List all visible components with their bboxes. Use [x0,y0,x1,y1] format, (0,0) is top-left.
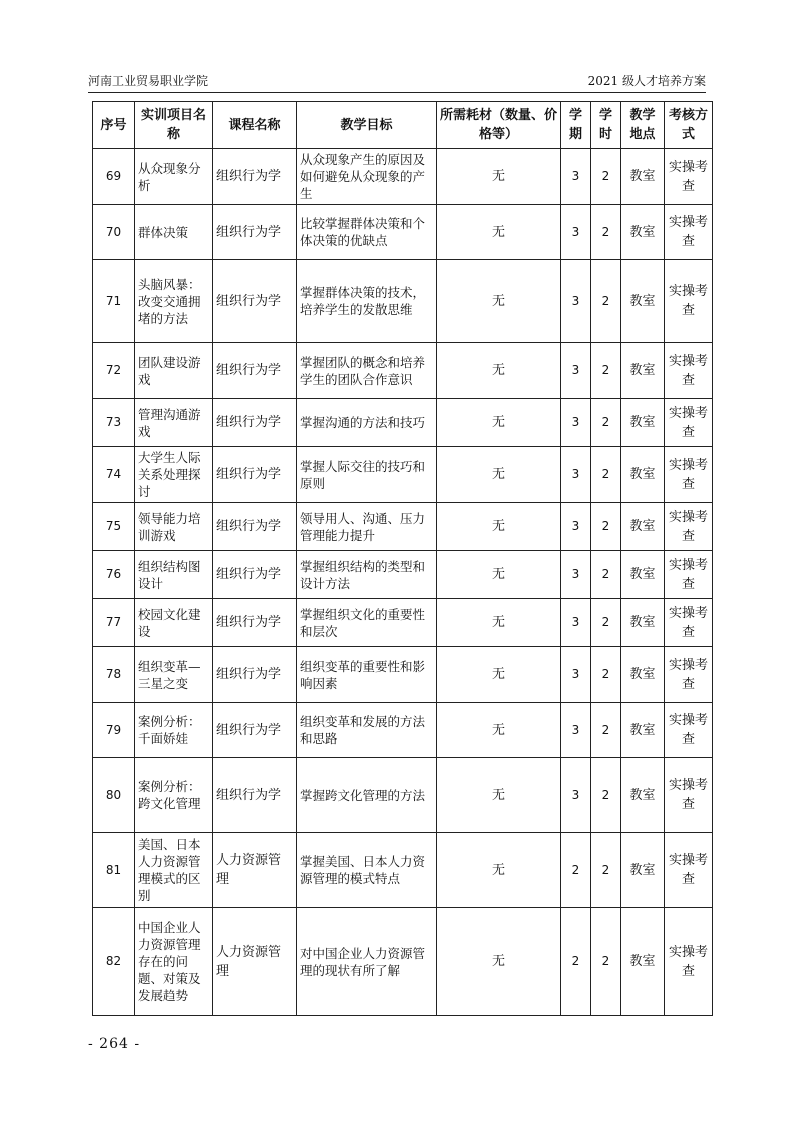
cell-project-name: 美国、日本人力资源管理模式的区别 [135,833,213,908]
cell-project-name: 组织变革—三星之变 [135,647,213,703]
table-row [93,260,713,343]
cell-project-name: 大学生人际关系处理探讨 [135,447,213,503]
cell-project-name: 群体决策 [135,205,213,260]
cell-term: 3 [561,260,591,343]
cell-course-name: 人力资源管理 [213,908,297,1016]
training-table [92,101,713,1016]
cell-assessment: 实操考查 [665,260,713,343]
table-row [93,205,713,260]
table-row [93,447,713,503]
table-row [93,758,713,833]
cell-project-name: 管理沟通游戏 [135,399,213,447]
cell-place: 教室 [621,551,665,599]
cell-place: 教室 [621,503,665,551]
cell-materials: 无 [437,599,561,647]
cell-term: 3 [561,647,591,703]
cell-teaching-goal: 比较掌握群体决策和个体决策的优缺点 [297,205,437,260]
cell-assessment: 实操考查 [665,399,713,447]
cell-assessment: 实操考查 [665,703,713,758]
cell-term: 3 [561,149,591,205]
cell-project-name: 团队建设游戏 [135,343,213,399]
cell-materials: 无 [437,908,561,1016]
cell-teaching-goal: 掌握沟通的方法和技巧 [297,399,437,447]
cell-materials: 无 [437,343,561,399]
cell-materials: 无 [437,647,561,703]
cell-hours: 2 [591,908,621,1016]
column-header-term: 学期 [561,102,591,149]
cell-term: 3 [561,599,591,647]
cell-teaching-goal: 掌握人际交往的技巧和原则 [297,447,437,503]
cell-assessment: 实操考查 [665,758,713,833]
page-header [88,72,706,90]
column-header-materials: 所需耗材（数量、价格等） [437,102,561,149]
cell-hours: 2 [591,205,621,260]
cell-term: 2 [561,833,591,908]
cell-place: 教室 [621,205,665,260]
cell-course-name: 组织行为学 [213,503,297,551]
column-header-place: 教学地点 [621,102,665,149]
cell-teaching-goal: 掌握美国、日本人力资源管理的模式特点 [297,833,437,908]
cell-hours: 2 [591,551,621,599]
cell-course-name: 组织行为学 [213,599,297,647]
cell-course-name: 组织行为学 [213,205,297,260]
cell-project-name: 案例分析：千面娇娃 [135,703,213,758]
cell-place: 教室 [621,908,665,1016]
cell-project-name: 案例分析：跨文化管理 [135,758,213,833]
cell-row-number: 71 [93,260,135,343]
cell-teaching-goal: 掌握团队的概念和培养学生的团队合作意识 [297,343,437,399]
cell-course-name: 组织行为学 [213,447,297,503]
cell-course-name: 组织行为学 [213,343,297,399]
cell-teaching-goal: 对中国企业人力资源管理的现状有所了解 [297,908,437,1016]
cell-hours: 2 [591,260,621,343]
cell-row-number: 75 [93,503,135,551]
cell-term: 3 [561,447,591,503]
cell-place: 教室 [621,149,665,205]
column-header-hours: 学时 [591,102,621,149]
cell-term: 3 [561,503,591,551]
cell-project-name: 领导能力培训游戏 [135,503,213,551]
cell-assessment: 实操考查 [665,149,713,205]
cell-row-number: 73 [93,399,135,447]
column-header-course: 课程名称 [213,102,297,149]
cell-hours: 2 [591,833,621,908]
cell-assessment: 实操考查 [665,551,713,599]
header-school-name: 河南工业贸易职业学院 [88,74,209,88]
cell-project-name: 中国企业人力资源管理存在的问题、对策及发展趋势 [135,908,213,1016]
cell-course-name: 组织行为学 [213,703,297,758]
table-row [93,343,713,399]
cell-course-name: 组织行为学 [213,399,297,447]
column-header-project: 实训项目名称 [135,102,213,149]
cell-project-name: 组织结构图设计 [135,551,213,599]
cell-hours: 2 [591,503,621,551]
cell-teaching-goal: 掌握组织结构的类型和设计方法 [297,551,437,599]
cell-place: 教室 [621,399,665,447]
cell-teaching-goal: 掌握组织文化的重要性和层次 [297,599,437,647]
cell-hours: 2 [591,149,621,205]
cell-teaching-goal: 组织变革的重要性和影响因素 [297,647,437,703]
column-header-goal: 教学目标 [297,102,437,149]
cell-course-name: 组织行为学 [213,260,297,343]
cell-row-number: 77 [93,599,135,647]
cell-assessment: 实操考查 [665,647,713,703]
cell-term: 3 [561,551,591,599]
table-body [93,149,713,1016]
cell-course-name: 组织行为学 [213,758,297,833]
cell-hours: 2 [591,399,621,447]
page-number: - 264 - [88,1036,141,1052]
table-row [93,599,713,647]
cell-materials: 无 [437,551,561,599]
cell-row-number: 78 [93,647,135,703]
cell-materials: 无 [437,833,561,908]
cell-assessment: 实操考查 [665,908,713,1016]
table-row [93,503,713,551]
cell-term: 3 [561,399,591,447]
cell-materials: 无 [437,447,561,503]
header-doc-title: 2021 级人才培养方案 [587,74,706,88]
cell-place: 教室 [621,343,665,399]
cell-teaching-goal: 掌握群体决策的技术，培养学生的发散思维 [297,260,437,343]
cell-course-name: 组织行为学 [213,149,297,205]
cell-project-name: 头脑风暴：改变交通拥堵的方法 [135,260,213,343]
cell-materials: 无 [437,149,561,205]
table-row [93,703,713,758]
cell-place: 教室 [621,703,665,758]
cell-row-number: 74 [93,447,135,503]
cell-row-number: 72 [93,343,135,399]
cell-place: 教室 [621,599,665,647]
cell-row-number: 76 [93,551,135,599]
cell-course-name: 组织行为学 [213,647,297,703]
cell-hours: 2 [591,343,621,399]
column-header-assess: 考核方式 [665,102,713,149]
cell-teaching-goal: 从众现象产生的原因及如何避免从众现象的产生 [297,149,437,205]
cell-place: 教室 [621,758,665,833]
cell-materials: 无 [437,260,561,343]
cell-place: 教室 [621,447,665,503]
cell-hours: 2 [591,447,621,503]
table-row [93,149,713,205]
cell-place: 教室 [621,833,665,908]
cell-row-number: 80 [93,758,135,833]
cell-materials: 无 [437,205,561,260]
cell-materials: 无 [437,703,561,758]
cell-project-name: 校园文化建设 [135,599,213,647]
table-row [93,908,713,1016]
cell-assessment: 实操考查 [665,447,713,503]
cell-teaching-goal: 领导用人、沟通、压力管理能力提升 [297,503,437,551]
table-header-row [93,102,713,149]
cell-term: 3 [561,758,591,833]
cell-materials: 无 [437,399,561,447]
cell-term: 3 [561,205,591,260]
cell-hours: 2 [591,647,621,703]
cell-assessment: 实操考查 [665,205,713,260]
cell-row-number: 81 [93,833,135,908]
cell-place: 教室 [621,260,665,343]
cell-row-number: 70 [93,205,135,260]
cell-assessment: 实操考查 [665,599,713,647]
table-row [93,833,713,908]
table-row [93,647,713,703]
cell-teaching-goal: 掌握跨文化管理的方法 [297,758,437,833]
cell-row-number: 69 [93,149,135,205]
cell-assessment: 实操考查 [665,833,713,908]
cell-row-number: 79 [93,703,135,758]
cell-row-number: 82 [93,908,135,1016]
cell-assessment: 实操考查 [665,503,713,551]
cell-materials: 无 [437,503,561,551]
cell-place: 教室 [621,647,665,703]
table-row [93,551,713,599]
cell-course-name: 人力资源管理 [213,833,297,908]
cell-project-name: 从众现象分析 [135,149,213,205]
table-row [93,399,713,447]
cell-hours: 2 [591,758,621,833]
cell-hours: 2 [591,599,621,647]
cell-materials: 无 [437,758,561,833]
column-header-no: 序号 [93,102,135,149]
cell-term: 3 [561,703,591,758]
cell-term: 3 [561,343,591,399]
cell-term: 2 [561,908,591,1016]
header-divider [88,92,706,93]
cell-teaching-goal: 组织变革和发展的方法和思路 [297,703,437,758]
cell-course-name: 组织行为学 [213,551,297,599]
cell-hours: 2 [591,703,621,758]
cell-assessment: 实操考查 [665,343,713,399]
